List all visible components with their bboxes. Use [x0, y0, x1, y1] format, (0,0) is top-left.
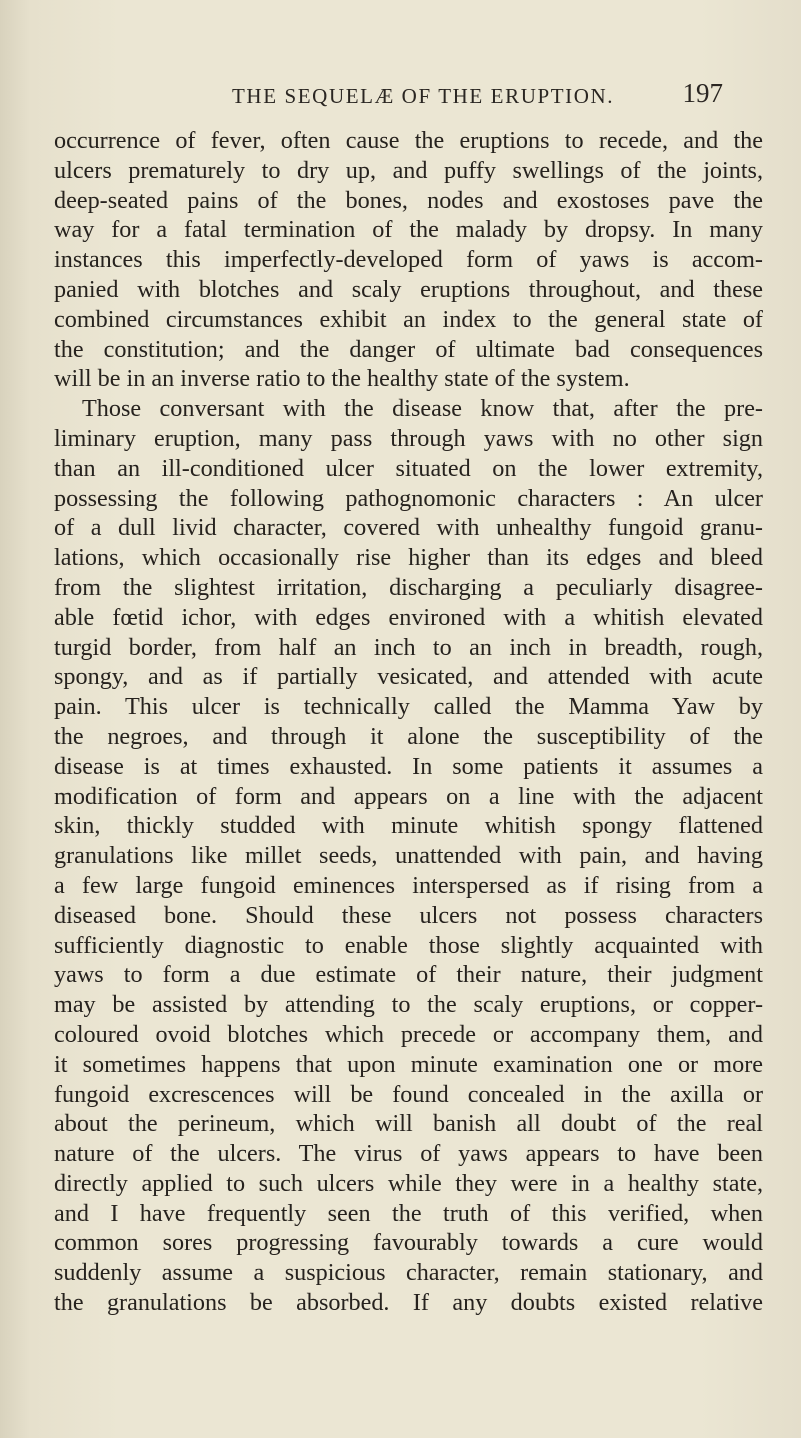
text-line: yaws to form a due estimate of their nature, their judgment [54, 961, 763, 989]
text-line: it sometimes happens that upon minute examination one or more [54, 1050, 763, 1078]
text-line: turgid border, from half an inch to an inch in breadth, rough, [54, 633, 763, 661]
text-line: panied with blotches and scaly eruptions throughout, and these [54, 275, 763, 303]
text-line: spongy, and as if partially vesicated, and attended with acute [54, 663, 763, 691]
text-line: liminary eruption, many pass through yaws with no other sign [54, 424, 763, 452]
text-line: lations, which occasionally rise higher than its edges and bleed [54, 544, 763, 572]
text-line: granulations like millet seeds, unattended with pain, and having [54, 842, 763, 870]
text-line: common sores progressing favourably towards a cure would [54, 1229, 763, 1257]
text-line: will be in an inverse ratio to the healthy state of the system. [54, 365, 630, 393]
text-line: directly applied to such ulcers while they were in a healthy state, [54, 1169, 763, 1197]
text-line: Those conversant with the disease know that, after the pre- [82, 395, 763, 423]
text-line: possessing the following pathognomonic characters : An ulcer [54, 484, 763, 512]
text-line: diseased bone. Should these ulcers not possess characters [54, 901, 763, 929]
text-line: fungoid excrescences will be found concealed in the axilla or [54, 1080, 763, 1108]
text-line: coloured ovoid blotches which precede or accompany them, and [54, 1020, 763, 1048]
text-line: sufficiently diagnostic to enable those slightly acquainted with [54, 931, 763, 959]
text-line: ulcers prematurely to dry up, and puffy swellings of the joints, [54, 156, 763, 184]
text-line: the granulations be absorbed. If any doubts existed relative [54, 1289, 763, 1317]
running-title: THE SEQUELÆ OF THE ERUPTION. [232, 84, 615, 108]
text-line: skin, thickly studded with minute whitish spongy flattened [54, 812, 763, 840]
text-line: combined circumstances exhibit an index to the general state of [54, 305, 763, 333]
text-line: modification of form and appears on a line with the adjacent [54, 782, 763, 810]
text-line: way for a fatal termination of the malady by dropsy. In many [54, 216, 763, 244]
text-line: able fœtid ichor, with edges environed with a whitish elevated [54, 603, 763, 631]
body-text [54, 126, 763, 1318]
text-line: suddenly assume a suspicious character, remain stationary, and [54, 1259, 763, 1287]
text-line: from the slightest irritation, discharging a peculiarly disagree- [54, 573, 763, 601]
text-line: of a dull livid character, covered with unhealthy fungoid granu- [54, 514, 763, 542]
text-line: and I have frequently seen the truth of this verified, when [54, 1199, 763, 1227]
page-number: 197 [682, 78, 723, 108]
text-line: instances this imperfectly-developed form of yaws is accom- [54, 246, 763, 274]
text-line: the negroes, and through it alone the susceptibility of the [54, 722, 763, 750]
text-line: than an ill-conditioned ulcer situated on the lower extremity, [54, 454, 763, 482]
text-line: about the perineum, which will banish all doubt of the real [54, 1110, 763, 1138]
text-line: disease is at times exhausted. In some patients it assumes a [54, 752, 763, 780]
text-line: a few large fungoid eminences interspersed as if rising from a [54, 871, 763, 899]
text-line: nature of the ulcers. The virus of yaws appears to have been [54, 1140, 763, 1168]
text-line: occurrence of fever, often cause the eruptions to recede, and the [54, 127, 763, 154]
text-line: deep-seated pains of the bones, nodes and exostoses pave the [54, 186, 763, 214]
text-line: pain. This ulcer is technically called the Mamma Yaw by [54, 693, 763, 721]
text-line: the constitution; and the danger of ultimate bad consequences [54, 335, 763, 363]
text-line: may be assisted by attending to the scaly eruptions, or copper- [54, 991, 763, 1019]
